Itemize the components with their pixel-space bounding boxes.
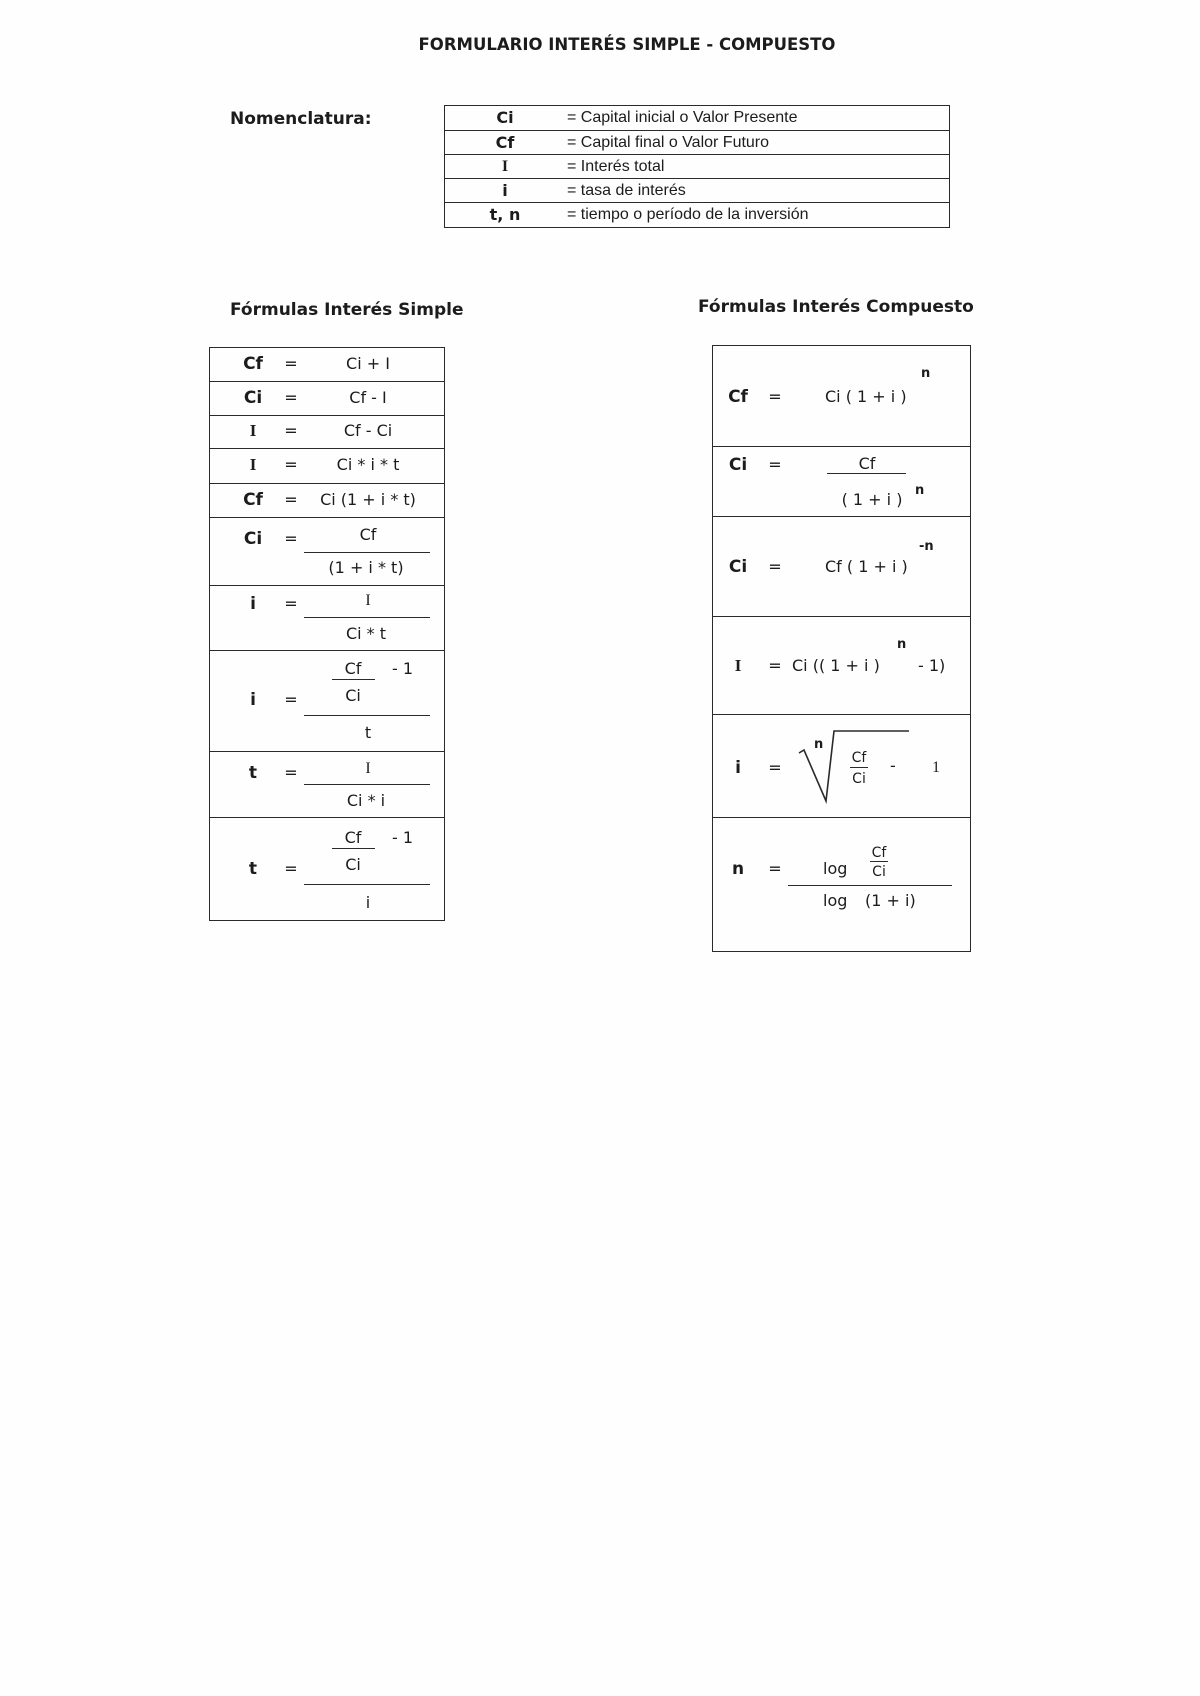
fraction-denominator: Ci: [852, 771, 866, 787]
equals-sign: =: [284, 421, 298, 440]
fraction-bar: [870, 861, 888, 862]
fraction-denominator: (1 + i): [865, 891, 916, 910]
simple-formula-row: [210, 415, 444, 448]
fraction-bar: [332, 848, 375, 849]
formula-lhs: i: [735, 758, 741, 778]
fraction-denominator: ( 1 + i ): [841, 490, 903, 509]
formula-rhs: Cf - I: [349, 388, 387, 407]
simple-formula-row: [210, 817, 444, 919]
nomenclature-row: [445, 178, 949, 202]
compound-interest-table: [712, 345, 971, 952]
formula-lhs: i: [250, 690, 256, 710]
root-index: n: [814, 737, 824, 752]
minus-one: - 1: [392, 828, 414, 847]
fraction-denominator: Ci * t: [345, 624, 387, 643]
simple-formula-row: [210, 348, 444, 381]
formula-rhs: Cf ( 1 + i ): [825, 557, 908, 576]
fraction-denominator: Ci: [872, 864, 886, 880]
equals-sign: =: [284, 388, 298, 407]
formula-lhs: Ci: [728, 557, 748, 577]
nomenclature-symbol: i: [502, 181, 508, 200]
fraction-numerator: I: [365, 760, 371, 777]
exponent: -n: [919, 539, 934, 554]
formula-lhs: t: [248, 763, 258, 783]
compound-formula-row: [713, 714, 970, 817]
formula-lhs: Cf: [243, 490, 263, 510]
equals-sign: =: [768, 656, 782, 675]
minus-sign: -: [890, 756, 896, 775]
simple-formula-row: [210, 585, 444, 650]
equals-sign: =: [284, 455, 298, 474]
inner-numerator: Cf: [344, 828, 362, 847]
equals-sign: =: [768, 859, 782, 878]
fraction-bar: [304, 552, 430, 553]
nomenclature-meaning: = tasa de interés: [567, 182, 686, 199]
formula-lhs: n: [731, 859, 745, 879]
nomenclature-heading: Nomenclatura:: [230, 109, 372, 129]
constant: 1: [932, 759, 940, 776]
formula-rhs: Ci ( 1 + i ): [825, 387, 907, 406]
fraction-numerator: Cf: [359, 525, 377, 544]
nomenclature-meaning: = Capital inicial o Valor Presente: [567, 109, 798, 126]
equals-sign: =: [284, 859, 298, 878]
formula-rhs: Cf - Ci: [343, 421, 393, 440]
nomenclature-row: [445, 106, 949, 130]
formula-tail: - 1): [918, 656, 946, 675]
fraction-bar: [788, 885, 952, 886]
nomenclature-symbol: I: [501, 158, 509, 175]
nomenclature-row: [445, 130, 949, 154]
fraction-denominator: Ci * i: [346, 791, 386, 810]
exponent: n: [915, 483, 925, 498]
equals-sign: =: [284, 490, 298, 509]
inner-denominator: Ci: [345, 855, 361, 874]
nomenclature-row: [445, 154, 949, 178]
fraction-numerator: Cf: [871, 845, 887, 861]
nomenclature-meaning: = tiempo o período de la inversión: [567, 206, 809, 223]
fraction-bar: [304, 617, 430, 618]
fraction-numerator: Cf: [851, 750, 867, 766]
simple-formula-row: [210, 483, 444, 517]
inner-denominator: Ci: [345, 686, 361, 705]
formula-rhs: Ci (( 1 + i ): [792, 656, 880, 675]
fraction-numerator: Cf: [858, 454, 876, 473]
formula-rhs: Ci + I: [346, 354, 390, 373]
simple-formula-row: [210, 517, 444, 585]
compound-formula-row: [713, 516, 970, 616]
fraction-denominator: t: [364, 723, 372, 742]
simple-formula-row: [210, 751, 444, 817]
fraction-bar: [827, 473, 906, 474]
simple-formula-row: [210, 381, 444, 415]
formula-lhs: Cf: [728, 387, 748, 407]
compound-formula-row: [713, 346, 970, 446]
formula-lhs: I: [249, 421, 257, 440]
equals-sign: =: [768, 387, 782, 406]
formula-rhs: Ci (1 + i * t): [320, 490, 416, 509]
compound-formula-row: [713, 817, 970, 950]
fraction-denominator: (1 + i * t): [328, 558, 404, 577]
exponent: n: [921, 366, 931, 381]
exponent: n: [897, 637, 907, 652]
formula-lhs: I: [734, 656, 742, 675]
equals-sign: =: [284, 690, 298, 709]
equals-sign: =: [768, 557, 782, 576]
fraction-bar: [332, 679, 375, 680]
equals-sign: =: [284, 594, 298, 613]
simple-interest-table: [209, 347, 445, 921]
nomenclature-meaning: = Interés total: [567, 158, 665, 175]
fraction-bar: [850, 767, 868, 768]
formula-lhs: t: [248, 859, 258, 879]
equals-sign: =: [284, 529, 298, 548]
log-label: log: [823, 859, 848, 878]
fraction-bar: [304, 715, 430, 716]
fraction-bar: [304, 784, 430, 785]
minus-one: - 1: [392, 659, 414, 678]
nomenclature-symbol: t, n: [489, 205, 521, 224]
equals-sign: =: [284, 763, 298, 782]
compound-formula-row: [713, 446, 970, 516]
equals-sign: =: [768, 455, 782, 474]
formula-lhs: i: [250, 594, 256, 614]
compound-formula-row: [713, 616, 970, 714]
log-label: log: [823, 891, 848, 910]
formula-lhs: Cf: [243, 354, 263, 374]
fraction-bar: [304, 884, 430, 885]
equals-sign: =: [768, 758, 782, 777]
formula-lhs: Ci: [243, 388, 263, 408]
formula-lhs: Ci: [728, 455, 748, 475]
nomenclature-symbol: Ci: [496, 108, 514, 127]
fraction-numerator: I: [365, 592, 371, 609]
simple-interest-heading: Fórmulas Interés Simple: [230, 300, 464, 320]
nomenclature-symbol: Cf: [495, 133, 515, 152]
compound-interest-heading: Fórmulas Interés Compuesto: [698, 297, 974, 317]
formula-lhs: I: [249, 455, 257, 474]
nomenclature-meaning: = Capital final o Valor Futuro: [567, 134, 770, 151]
page-title: FORMULARIO INTERÉS SIMPLE - COMPUESTO: [418, 35, 836, 54]
formula-rhs: Ci * i * t: [336, 455, 400, 474]
nomenclature-row: [445, 202, 949, 226]
inner-numerator: Cf: [344, 659, 362, 678]
simple-formula-row: [210, 448, 444, 483]
simple-formula-row: [210, 650, 444, 751]
nomenclature-table: [444, 105, 950, 228]
fraction-denominator: i: [365, 893, 371, 912]
formula-lhs: Ci: [243, 529, 263, 549]
equals-sign: =: [284, 354, 298, 373]
